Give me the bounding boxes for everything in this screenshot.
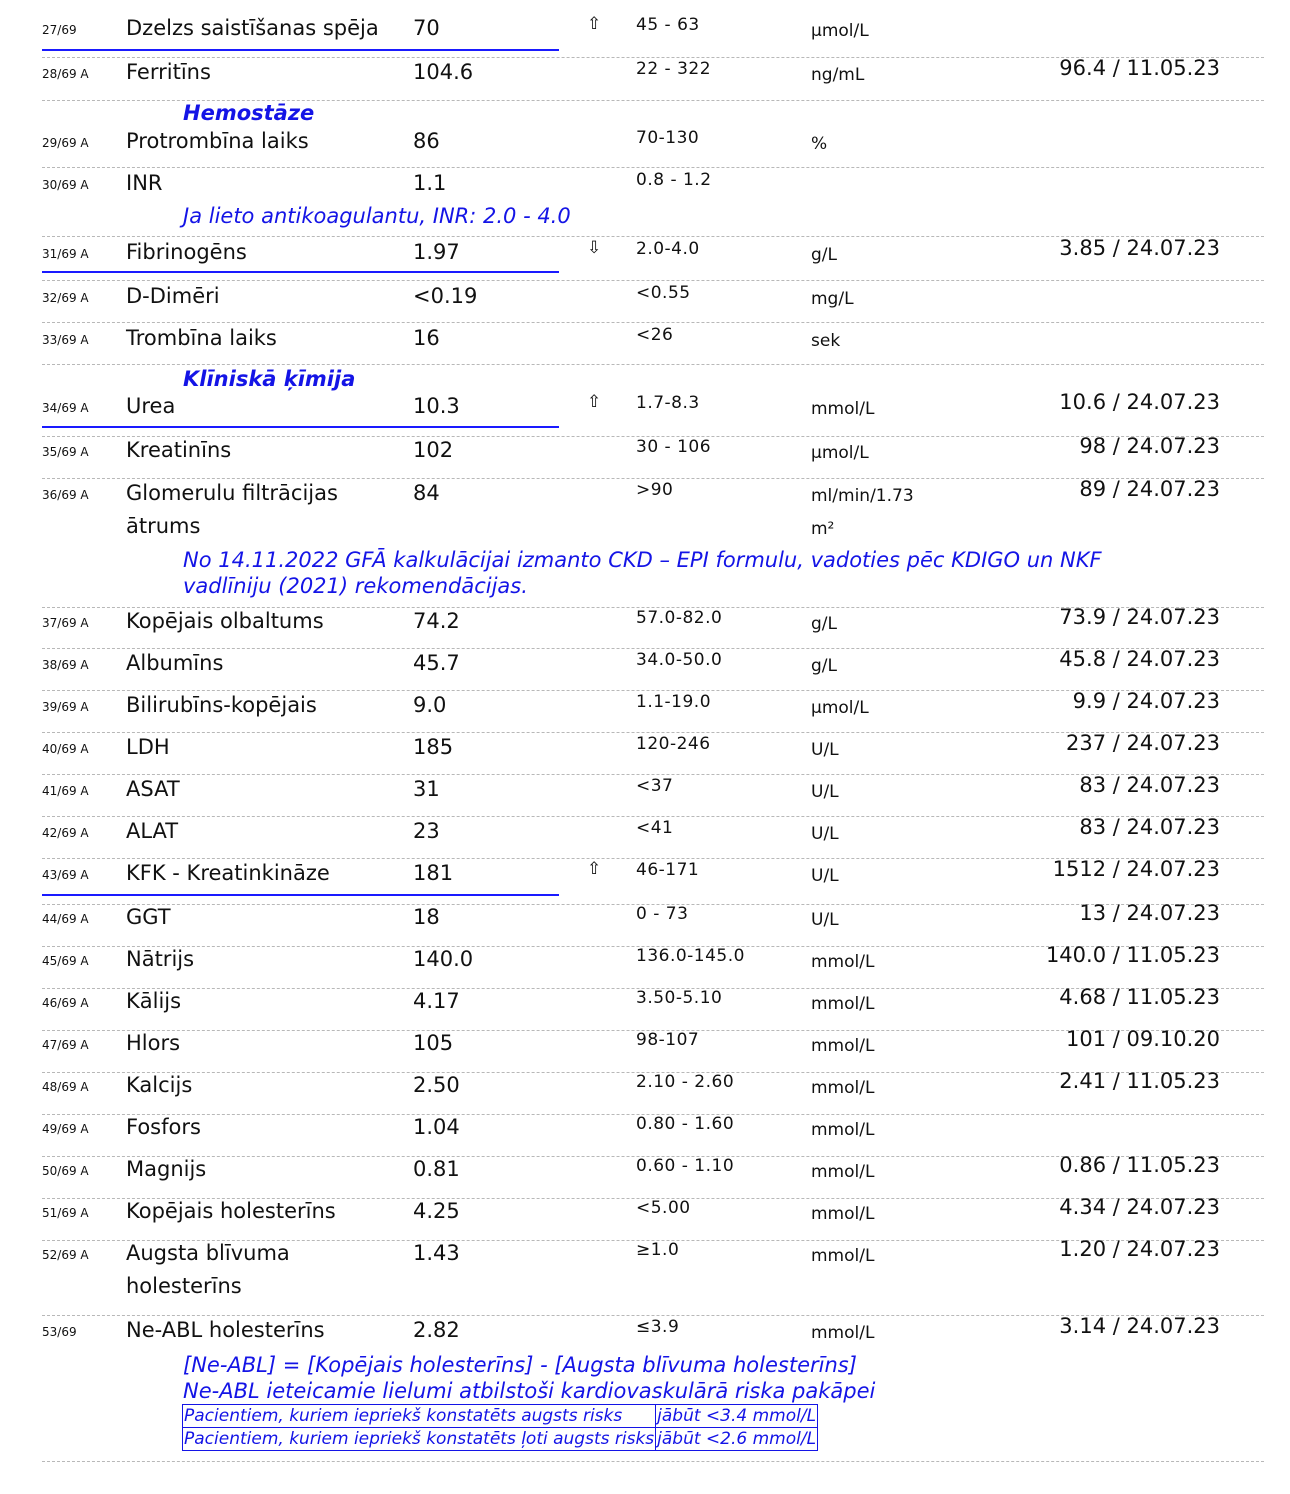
- unit: mmol/L: [811, 1323, 875, 1343]
- result-value: 16: [413, 326, 440, 350]
- result-value: 105: [413, 1031, 454, 1055]
- result-value: 1.97: [413, 240, 460, 264]
- test-name: Urea: [126, 394, 176, 418]
- test-name: Kreatinīns: [126, 438, 232, 462]
- reference-range: ≥1.0: [636, 1240, 680, 1260]
- unit: ng/mL: [811, 65, 865, 85]
- reference-range: 98-107: [636, 1030, 700, 1050]
- reference-range: 0.80 - 1.60: [636, 1114, 735, 1134]
- result-value: 1.43: [413, 1241, 460, 1265]
- reference-range: 70-130: [636, 128, 700, 148]
- test-id: 28/69 A: [42, 67, 89, 81]
- reference-range: <0.55: [636, 283, 691, 303]
- reference-range: 0 - 73: [636, 904, 689, 924]
- unit: mmol/L: [811, 1120, 875, 1140]
- reference-range: <5.00: [636, 1198, 691, 1218]
- result-value: 185: [413, 735, 454, 759]
- previous-result: 98 / 24.07.23: [1079, 434, 1220, 458]
- unit: g/L: [811, 245, 837, 265]
- previous-result: 4.34 / 24.07.23: [1059, 1195, 1220, 1219]
- test-id: 53/69: [42, 1325, 77, 1339]
- row-separator: [42, 1461, 1264, 1462]
- previous-result: 101 / 09.10.20: [1065, 1027, 1220, 1051]
- test-id: 40/69 A: [42, 742, 89, 756]
- reference-range: 22 - 322: [636, 59, 712, 79]
- test-name: Protrombīna laiks: [126, 129, 309, 153]
- unit: mmol/L: [811, 399, 875, 419]
- abnormal-underline: [42, 426, 559, 428]
- risk-targets-table: [182, 1404, 818, 1451]
- previous-result: 73.9 / 24.07.23: [1059, 605, 1220, 629]
- unit: mmol/L: [811, 1036, 875, 1056]
- result-value: 0.81: [413, 1157, 460, 1181]
- unit: mmol/L: [811, 1162, 875, 1182]
- unit: mmol/L: [811, 1204, 875, 1224]
- unit: %: [811, 134, 828, 154]
- abnormal-underline: [42, 894, 559, 896]
- test-id: 52/69 A: [42, 1248, 89, 1262]
- result-value: 181: [413, 861, 454, 885]
- test-name: Nātrijs: [126, 947, 195, 971]
- result-value: 2.82: [413, 1318, 460, 1342]
- reference-range: 46-171: [636, 860, 700, 880]
- test-id: 48/69 A: [42, 1080, 89, 1094]
- reference-range: 0.8 - 1.2: [636, 170, 712, 190]
- reference-range: 1.7-8.3: [636, 393, 700, 413]
- previous-result: 89 / 24.07.23: [1079, 477, 1220, 501]
- test-name: Dzelzs saistīšanas spēja: [126, 16, 379, 40]
- reference-range: 0.60 - 1.10: [636, 1156, 735, 1176]
- result-value: 1.04: [413, 1115, 460, 1139]
- previous-result: 3.85 / 24.07.23: [1059, 236, 1220, 260]
- reference-range: 34.0-50.0: [636, 650, 723, 670]
- test-id: 44/69 A: [42, 912, 89, 926]
- test-name: Bilirubīns-kopējais: [126, 693, 317, 717]
- previous-result: 45.8 / 24.07.23: [1059, 647, 1220, 671]
- unit: g/L: [811, 656, 837, 676]
- unit: ml/min/1.73 m²: [811, 486, 914, 539]
- reference-range: 3.50-5.10: [636, 988, 723, 1008]
- result-value: 70: [413, 16, 440, 40]
- test-id: 49/69 A: [42, 1122, 89, 1136]
- result-value: 140.0: [413, 947, 474, 971]
- test-name: Glomerulu filtrācijas ātrums: [126, 481, 338, 538]
- test-name: Albumīns: [126, 651, 224, 675]
- result-value: 45.7: [413, 651, 460, 675]
- result-value: 23: [413, 819, 440, 843]
- risk-row: [183, 1405, 818, 1428]
- previous-result: 1.20 / 24.07.23: [1059, 1237, 1220, 1261]
- test-name: Trombīna laiks: [126, 326, 277, 350]
- test-id: 50/69 A: [42, 1164, 89, 1178]
- test-name: D-Dimēri: [126, 284, 220, 308]
- unit: sek: [811, 331, 841, 351]
- test-name: ASAT: [126, 777, 180, 801]
- arrow-down-icon: ⇩: [587, 238, 602, 258]
- result-value: 4.25: [413, 1199, 460, 1223]
- test-id: 35/69 A: [42, 445, 89, 459]
- test-id: 36/69 A: [42, 488, 89, 502]
- result-value: 10.3: [413, 394, 460, 418]
- reference-range: ≤3.9: [636, 1317, 680, 1337]
- unit: µmol/L: [811, 21, 869, 41]
- test-id: 51/69 A: [42, 1206, 89, 1220]
- test-name: LDH: [126, 735, 170, 759]
- risk-target: jābūt <3.4 mmol/L: [657, 1406, 817, 1426]
- result-value: 104.6: [413, 60, 474, 84]
- test-name: Fibrinogēns: [126, 240, 247, 264]
- unit: mmol/L: [811, 994, 875, 1014]
- previous-result: 3.14 / 24.07.23: [1059, 1314, 1220, 1338]
- result-value: 1.1: [413, 171, 447, 195]
- result-value: 102: [413, 438, 454, 462]
- test-name: Augsta blīvuma holesterīns: [126, 1241, 290, 1298]
- previous-result: 13 / 24.07.23: [1079, 901, 1220, 925]
- test-id: 33/69 A: [42, 333, 89, 347]
- unit: U/L: [811, 824, 839, 844]
- test-id: 37/69 A: [42, 616, 89, 630]
- test-id: 30/69 A: [42, 178, 89, 192]
- previous-result: 0.86 / 11.05.23: [1059, 1153, 1220, 1177]
- test-name: Ne-ABL holesterīns: [126, 1318, 325, 1342]
- unit: mmol/L: [811, 1078, 875, 1098]
- previous-result: 1512 / 24.07.23: [1052, 857, 1220, 881]
- unit: mg/L: [811, 289, 854, 309]
- test-id: 47/69 A: [42, 1038, 89, 1052]
- arrow-up-icon: ⇧: [587, 14, 602, 34]
- result-value: 4.17: [413, 989, 460, 1013]
- previous-result: 237 / 24.07.23: [1065, 731, 1220, 755]
- test-name: Kālijs: [126, 989, 182, 1013]
- risk-group: Pacientiem, kuriem iepriekš konstatēts ļoti augsts risks: [184, 1429, 655, 1449]
- test-name: Kalcijs: [126, 1073, 193, 1097]
- test-id: 31/69 A: [42, 247, 89, 261]
- previous-result: 9.9 / 24.07.23: [1072, 689, 1220, 713]
- reference-range: 57.0-82.0: [636, 608, 723, 628]
- test-id: 41/69 A: [42, 784, 89, 798]
- result-value: 31: [413, 777, 440, 801]
- inr-note: Ja lieto antikoagulantu, INR: 2.0 - 4.0: [183, 204, 571, 228]
- test-id: 42/69 A: [42, 826, 89, 840]
- reference-range: 2.0-4.0: [636, 239, 700, 259]
- previous-result: 140.0 / 11.05.23: [1045, 943, 1220, 967]
- unit: U/L: [811, 910, 839, 930]
- previous-result: 83 / 24.07.23: [1079, 815, 1220, 839]
- neabl-formula-note: [Ne-ABL] = [Kopējais holesterīns] - [Augsta blīvuma holesterīns]: [183, 1353, 857, 1377]
- result-value: 18: [413, 905, 440, 929]
- result-value: 86: [413, 129, 440, 153]
- test-id: 32/69 A: [42, 291, 89, 305]
- test-name: GGT: [126, 905, 171, 929]
- unit: U/L: [811, 866, 839, 886]
- previous-result: 83 / 24.07.23: [1079, 773, 1220, 797]
- test-name: Magnijs: [126, 1157, 207, 1181]
- reference-range: 136.0-145.0: [636, 946, 745, 966]
- previous-result: 96.4 / 11.05.23: [1059, 56, 1220, 80]
- test-id: 38/69 A: [42, 658, 89, 672]
- test-id: 39/69 A: [42, 700, 89, 714]
- test-id: 29/69 A: [42, 136, 89, 150]
- test-id: 27/69: [42, 23, 77, 37]
- reference-range: 120-246: [636, 734, 711, 754]
- reference-range: >90: [636, 480, 674, 500]
- risk-group: Pacientiem, kuriem iepriekš konstatēts augsts risks: [183, 1405, 656, 1428]
- result-value: 74.2: [413, 609, 460, 633]
- gfa-note: No 14.11.2022 GFĀ kalkulācijai izmanto CKD – EPI formulu, vadoties pēc KDIGO un NKF vadlīniju (2021) rekomendācijas.: [183, 548, 1102, 598]
- previous-result: 4.68 / 11.05.23: [1059, 985, 1220, 1009]
- reference-range: <37: [636, 776, 674, 796]
- test-name: ALAT: [126, 819, 179, 843]
- test-name: Kopējais olbaltums: [126, 609, 324, 633]
- arrow-up-icon: ⇧: [587, 392, 602, 412]
- reference-range: 2.10 - 2.60: [636, 1072, 735, 1092]
- risk-row: [183, 1428, 818, 1451]
- abnormal-underline: [42, 49, 559, 51]
- section-heading-hemostaze: Hemostāze: [183, 101, 315, 125]
- reference-range: 30 - 106: [636, 437, 712, 457]
- test-id: 43/69 A: [42, 868, 89, 882]
- reference-range: 1.1-19.0: [636, 692, 712, 712]
- row-separator: [42, 364, 1264, 365]
- unit: µmol/L: [811, 443, 869, 463]
- neabl-recommend-note: Ne-ABL ieteicamie lielumi atbilstoši kardiovaskulārā riska pakāpei: [183, 1379, 876, 1403]
- arrow-up-icon: ⇧: [587, 859, 602, 879]
- reference-range: 45 - 63: [636, 15, 700, 35]
- unit: mmol/L: [811, 952, 875, 972]
- abnormal-underline: [42, 271, 559, 273]
- test-name: INR: [126, 171, 163, 195]
- unit: mmol/L: [811, 1246, 875, 1266]
- test-id: 46/69 A: [42, 996, 89, 1010]
- result-value: 84: [413, 481, 440, 505]
- unit: g/L: [811, 614, 837, 634]
- unit: U/L: [811, 740, 839, 760]
- previous-result: 10.6 / 24.07.23: [1059, 390, 1220, 414]
- reference-range: <41: [636, 818, 674, 838]
- test-id: 45/69 A: [42, 954, 89, 968]
- risk-target: jābūt <2.6 mmol/L: [657, 1429, 817, 1449]
- result-value: 9.0: [413, 693, 447, 717]
- section-heading-kliniska-kimija: Klīniskā ķīmija: [183, 367, 356, 391]
- unit: µmol/L: [811, 698, 869, 718]
- result-value: 2.50: [413, 1073, 460, 1097]
- test-id: 34/69 A: [42, 401, 89, 415]
- test-name: Hlors: [126, 1031, 181, 1055]
- previous-result: 2.41 / 11.05.23: [1059, 1069, 1220, 1093]
- test-name: Kopējais holesterīns: [126, 1199, 336, 1223]
- test-name: Ferritīns: [126, 60, 211, 84]
- test-name: Fosfors: [126, 1115, 201, 1139]
- reference-range: <26: [636, 325, 674, 345]
- unit: U/L: [811, 782, 839, 802]
- result-value: <0.19: [413, 284, 478, 308]
- test-name: KFK - Kreatinkināze: [126, 861, 330, 885]
